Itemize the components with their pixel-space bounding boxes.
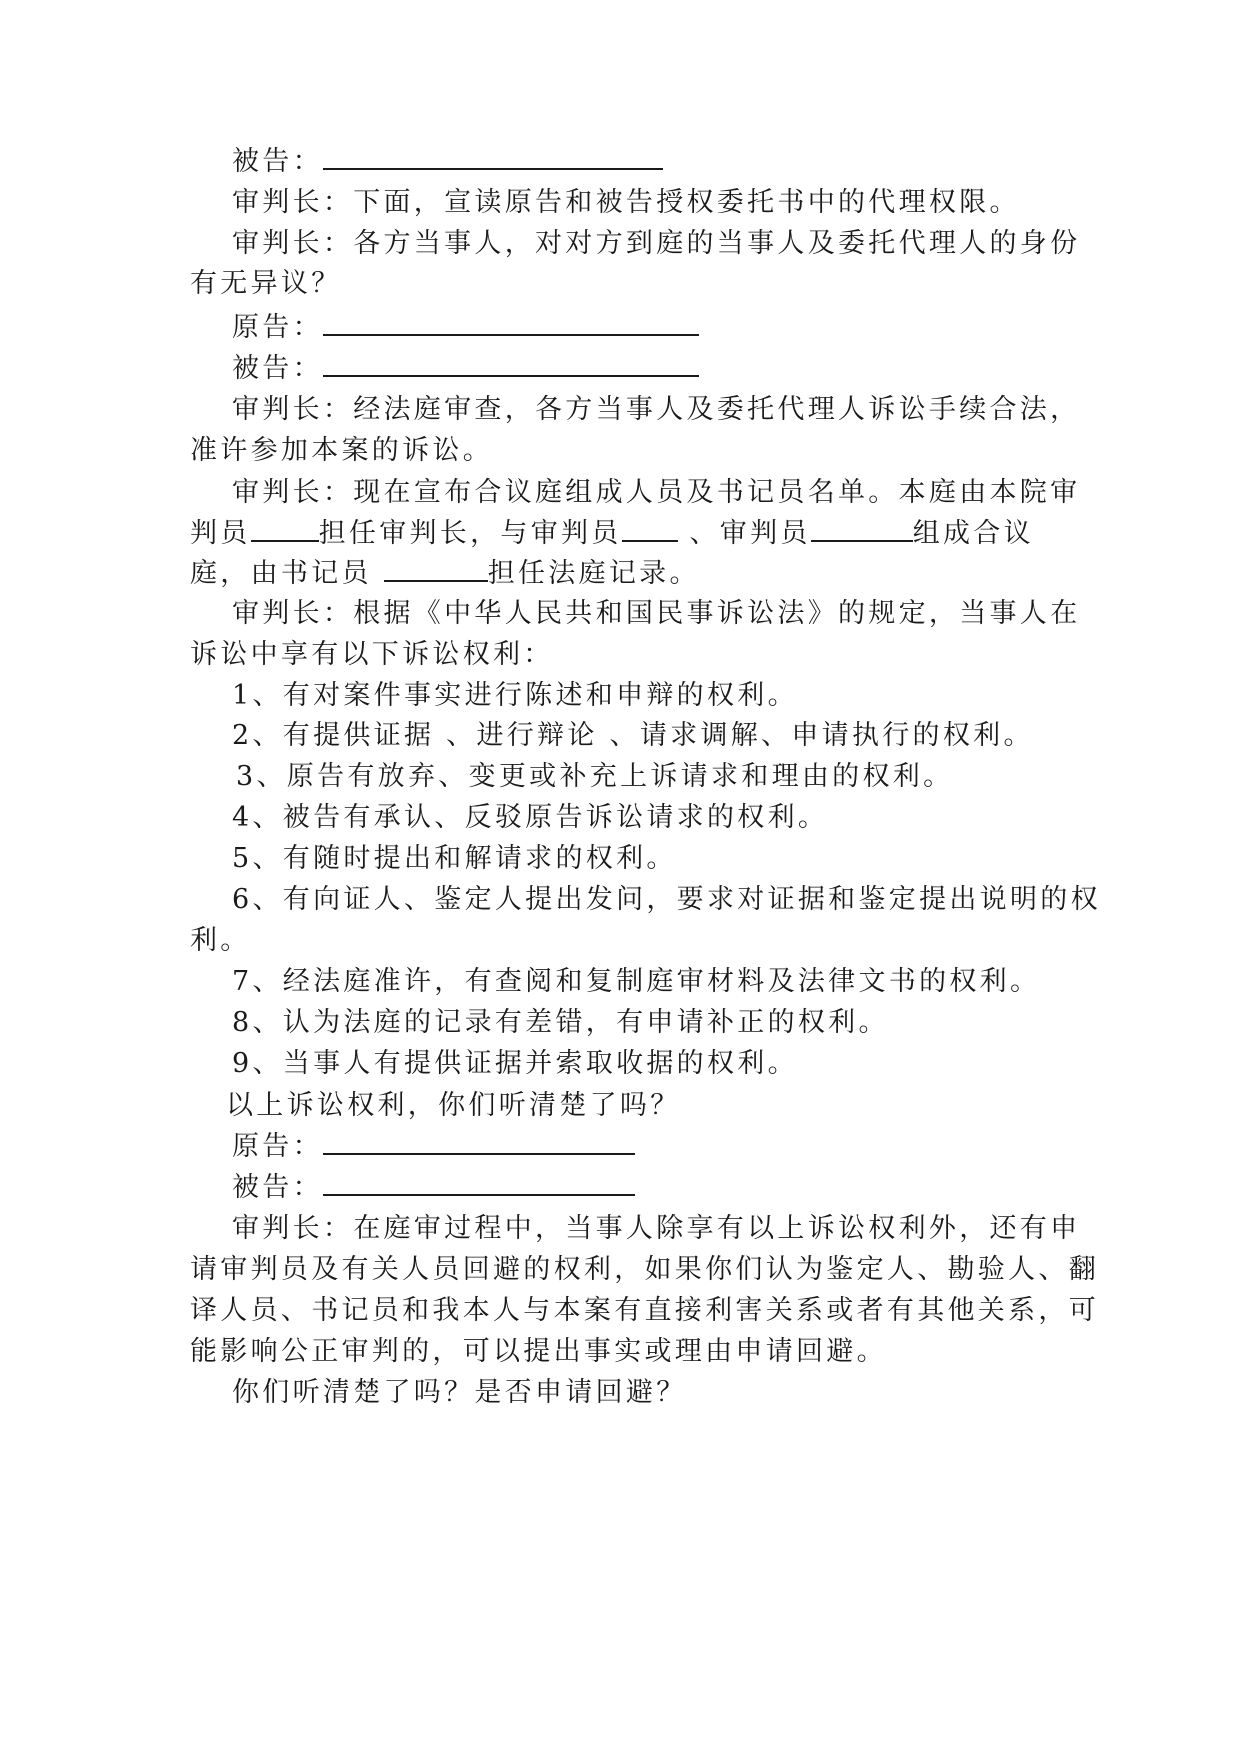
list-item: 8、认为法庭的记录有差错，有申请补正的权利。 bbox=[232, 1007, 889, 1038]
paragraph-line: 有无异议？ bbox=[190, 268, 342, 299]
fill-in-blank bbox=[622, 536, 678, 542]
paragraph-line: 能影响公正审判的，可以提出事实或理由申请回避。 bbox=[190, 1336, 887, 1367]
speaker-label: 被告： bbox=[232, 1172, 323, 1203]
defendant-response-line bbox=[232, 352, 1112, 386]
paragraph-line: 审判长：下面，宣读原告和被告授权委托书中的代理权限。 bbox=[232, 187, 1020, 218]
list-item: 7、经法庭准许，有查阅和复制庭审材料及法律文书的权利。 bbox=[232, 966, 1041, 997]
answer-blank bbox=[323, 330, 699, 336]
text-fragment: 担任审判长，与审判员 bbox=[318, 518, 622, 549]
paragraph-line: 以上诉讼权利，你们听清楚了吗？ bbox=[226, 1090, 681, 1121]
defendant-response-line bbox=[232, 1171, 1112, 1205]
paragraph-line: 请审判员及有关人员回避的权利，如果你们认为鉴定人、勘验人、翻 bbox=[190, 1254, 1099, 1285]
text-fragment: 庭，由书记员 bbox=[190, 558, 384, 589]
list-item: 5、有随时提出和解请求的权利。 bbox=[232, 843, 677, 874]
list-item: 9、当事人有提供证据并索取收据的权利。 bbox=[232, 1048, 798, 1079]
list-item: 6、有向证人、鉴定人提出发问，要求对证据和鉴定提出说明的权 bbox=[232, 884, 1101, 915]
speaker-label: 原告： bbox=[232, 1131, 323, 1162]
paragraph-line: 审判长：现在宣布合议庭组成人员及书记员名单。本庭由本院审 bbox=[232, 477, 1081, 508]
paragraph-line: 审判长：在庭审过程中，当事人除享有以上诉讼权利外，还有申 bbox=[232, 1213, 1081, 1244]
answer-blank bbox=[323, 371, 699, 377]
text-fragment: 、审判员 bbox=[677, 518, 811, 549]
list-item: 4、被告有承认、反驳原告诉讼请求的权利。 bbox=[232, 802, 829, 833]
paragraph-line: 诉讼中享有以下诉讼权利： bbox=[190, 639, 554, 670]
list-item-continuation: 利。 bbox=[190, 925, 251, 956]
paragraph-line: 准许参加本案的诉讼。 bbox=[190, 435, 493, 466]
answer-blank bbox=[323, 1190, 635, 1196]
fill-in-blank bbox=[811, 536, 913, 542]
list-item: 1、有对案件事实进行陈述和申辩的权利。 bbox=[232, 680, 798, 711]
text-fragment: 判员 bbox=[190, 518, 251, 549]
text-fragment: 组成合议 bbox=[912, 518, 1034, 549]
fill-in-blank bbox=[251, 536, 319, 542]
panel-composition-line bbox=[190, 517, 1070, 551]
fill-in-blank bbox=[384, 576, 488, 582]
plaintiff-response-line bbox=[232, 311, 1112, 345]
list-item: 3、原告有放弃、变更或补充上诉请求和理由的权利。 bbox=[236, 761, 954, 792]
text-fragment: 担任法庭记录。 bbox=[487, 558, 700, 589]
plaintiff-response-line bbox=[232, 1130, 1112, 1164]
defendant-response-line bbox=[232, 145, 1112, 179]
speaker-label: 原告： bbox=[232, 312, 323, 343]
paragraph-line: 审判长：根据《中华人民共和国民事诉讼法》的规定，当事人在 bbox=[232, 598, 1081, 629]
answer-blank bbox=[323, 1149, 635, 1155]
clerk-line bbox=[190, 557, 1070, 591]
paragraph-line: 审判长：经法庭审查，各方当事人及委托代理人诉讼手续合法， bbox=[232, 394, 1081, 425]
answer-blank bbox=[323, 164, 663, 170]
paragraph-line: 译人员、书记员和我本人与本案有直接利害关系或者有其他关系，可 bbox=[190, 1295, 1099, 1326]
list-item: 2、有提供证据 、进行辩论 、请求调解、申请执行的权利。 bbox=[232, 720, 1034, 751]
speaker-label: 被告： bbox=[232, 353, 323, 384]
paragraph-line: 你们听清楚了吗？是否申请回避？ bbox=[232, 1377, 687, 1408]
speaker-label: 被告： bbox=[232, 146, 323, 177]
paragraph-line: 审判长：各方当事人，对对方到庭的当事人及委托代理人的身份 bbox=[232, 228, 1081, 259]
